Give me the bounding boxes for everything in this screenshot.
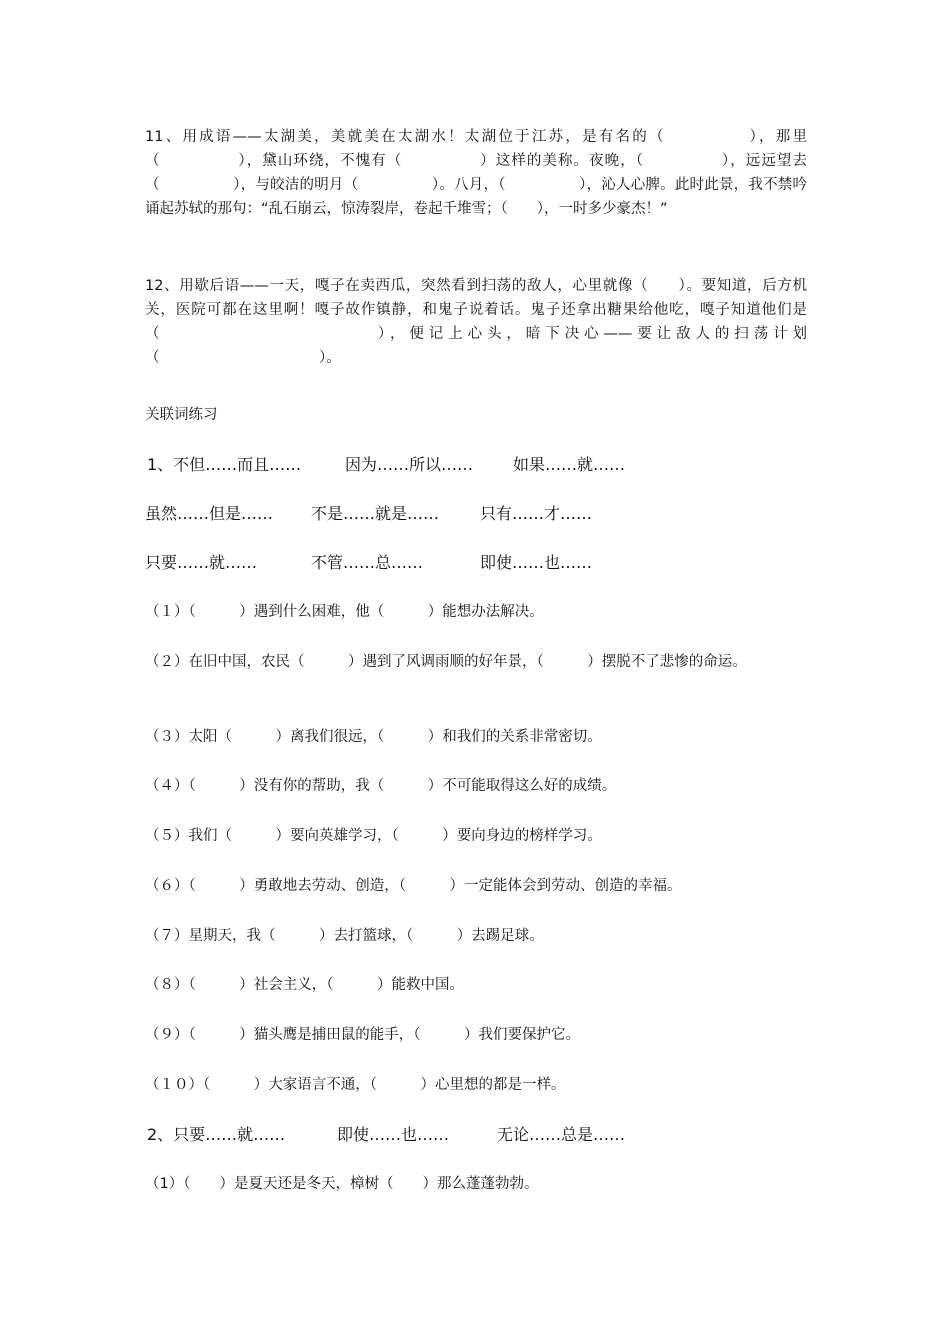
section-heading: 关联词练习 [145, 407, 218, 423]
word-group: 2、只要……就…… [147, 1125, 286, 1144]
word-group: 1、不但……而且…… [147, 455, 302, 474]
question-12: 12、用歇后语——一天，嘎子在卖西瓜，突然看到扫荡的敌人，心里就像（ ）。要知道，后方机关，医院可都在这里啊！嘎子故作镇静，和鬼子说着话。鬼子还拿出糖果给他吃，嘎子知道他们是（ ），便记上心头，暗下决心——要让敌人的扫荡计划（ ）。 [145, 278, 807, 366]
word-row-part2 [145, 1122, 807, 1146]
question-1-2: （２）在旧中国，农民（ ）遇到了风调雨顺的好年景，（ ）摆脱不了悲惨的命运。 [145, 654, 747, 670]
word-row-1 [145, 452, 807, 476]
word-group: 只要……就…… [145, 553, 258, 572]
question-1-5: （５）我们（ ）要向英雄学习，（ ）要向身边的榜样学习。 [145, 828, 602, 844]
word-group: 不管……总…… [311, 553, 424, 572]
question-1-1: （１）（ ）遇到什么困难，他（ ）能想办法解决。 [145, 604, 544, 620]
word-group: 因为……所以…… [345, 455, 474, 474]
question-1-10: （１０）（ ）大家语言不通，（ ）心里想的都是一样。 [145, 1077, 566, 1093]
word-group: 即使……也…… [480, 553, 593, 572]
question-1-6: （６）（ ）勇敢地去劳动、创造，（ ）一定能体会到劳动、创造的幸福。 [145, 878, 682, 894]
word-group: 虽然……但是…… [145, 504, 274, 523]
word-row-2 [145, 501, 807, 525]
word-group: 即使……也…… [337, 1125, 450, 1144]
question-1-4: （４）（ ）没有你的帮助，我（ ）不可能取得这么好的成绩。 [145, 778, 617, 794]
word-group: 只有……才…… [480, 504, 593, 523]
question-1-3: （３）太阳（ ）离我们很远，（ ）和我们的关系非常密切。 [145, 729, 602, 745]
question-1-7: （７）星期天，我（ ）去打篮球，（ ）去踢足球。 [145, 928, 544, 944]
question-1-9: （９）（ ）猫头鹰是捕田鼠的能手，（ ）我们要保护它。 [145, 1027, 580, 1043]
question-1-8: （８）（ ）社会主义，（ ）能救中国。 [145, 977, 464, 993]
word-group: 无论……总是…… [497, 1125, 626, 1144]
word-group: 不是……就是…… [311, 504, 440, 523]
question-11: 11、用成语——太湖美，美就美在太湖水！太湖位于江苏，是有名的（ ），那里（ ），黛山环绕，不愧有（ ）这样的美称。夜晚，（ ），远远望去（ ），与皎洁的明月（ ）。八月，（ ），沁人心脾。此时此景，我不禁吟诵起苏轼的那句：“乱石崩云，惊涛裂岸，卷起千堆雪；（ ），一时多少豪杰！” [145, 129, 807, 217]
question-2-1: （1）（ ）是夏天还是冬天，樟树（ ）那么蓬蓬勃勃。 [145, 1176, 539, 1192]
word-row-3 [145, 550, 807, 574]
word-group: 如果……就…… [513, 455, 626, 474]
